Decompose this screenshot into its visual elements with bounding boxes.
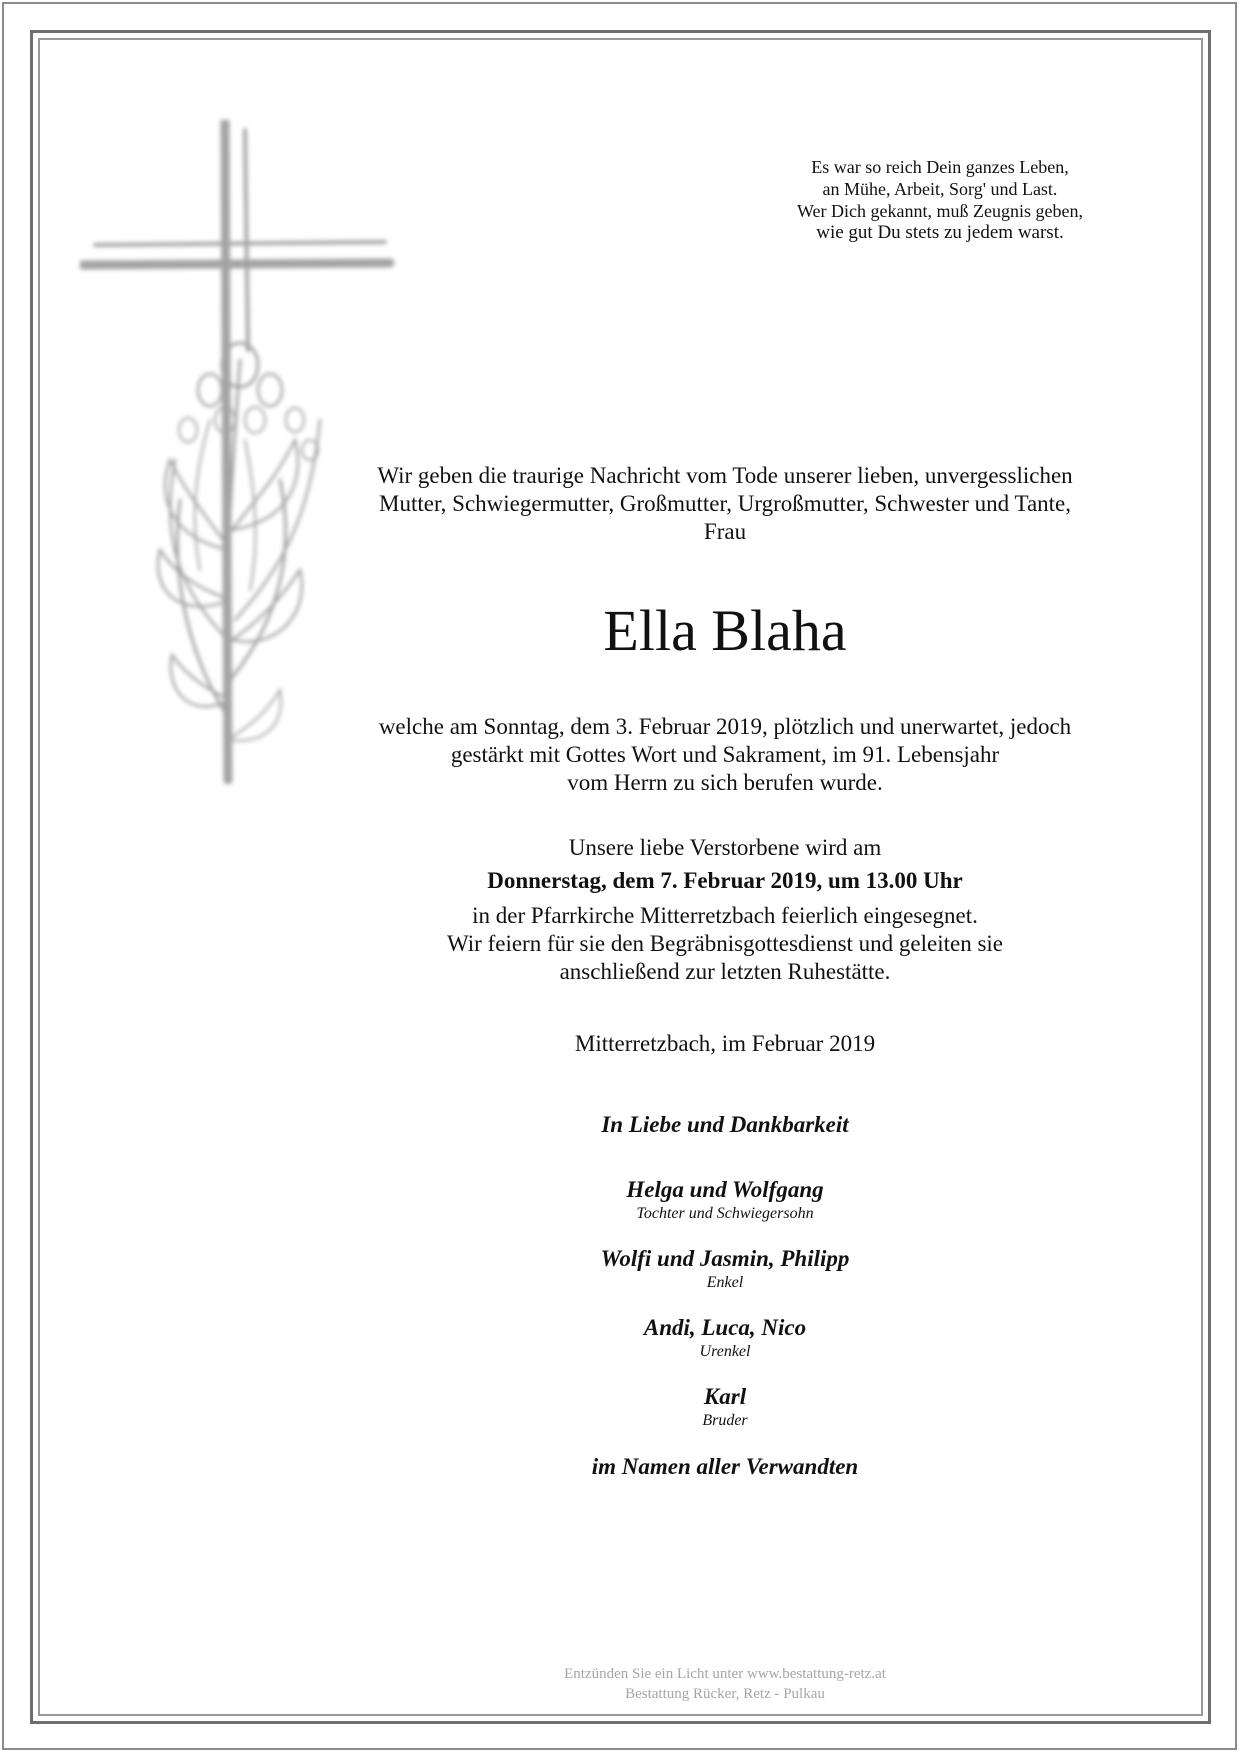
- footer-line: Entzünden Sie ein Licht unter www.bestattung-retz.at: [564, 1666, 886, 1682]
- on-behalf-phrase: im Namen aller Verwandten: [591, 1454, 859, 1479]
- poem: [740, 156, 1140, 244]
- mourner-relation: Tochter und Schwiegersohn: [636, 1205, 814, 1222]
- ceremony-detail-line: anschließend zur letzten Ruhestätte.: [559, 959, 891, 984]
- footer-line: Bestattung Rücker, Retz - Pulkau: [625, 1686, 825, 1702]
- ceremony-detail-line: in der Pfarrkirche Mitterretzbach feierlich eingesegnet.: [472, 903, 978, 928]
- mourner-entry: [330, 1245, 1120, 1314]
- ceremony-detail-line: Wir feiern für sie den Begräbnisgottesdienst und geleiten sie: [446, 931, 1004, 956]
- mourner-name: Wolfi und Jasmin, Philipp: [600, 1246, 850, 1271]
- intro-line: Frau: [703, 519, 747, 544]
- intro-line: Wir geben die traurige Nachricht vom Tode unserer lieben, unvergesslichen: [377, 463, 1073, 488]
- death-notice: [330, 713, 1120, 797]
- mourner-relation: Enkel: [706, 1274, 744, 1291]
- deceased-name: Ella Blaha: [603, 598, 847, 663]
- mourners-list: [330, 1176, 1120, 1452]
- place-date: Mitterretzbach, im Februar 2019: [574, 1031, 876, 1056]
- poem-line: wie gut Du stets zu jedem warst.: [816, 222, 1064, 243]
- ceremony-details: [330, 902, 1120, 986]
- mourner-relation: Bruder: [702, 1412, 748, 1429]
- poem-line: Wer Dich gekannt, muß Zeugnis geben,: [797, 201, 1083, 221]
- mourner-name: Andi, Luca, Nico: [643, 1315, 807, 1340]
- death-notice-line: gestärkt mit Gottes Wort und Sakrament, im 91. Lebensjahr: [450, 742, 1000, 767]
- mourner-relation: Urenkel: [699, 1343, 751, 1360]
- death-notice-line: vom Herrn zu sich berufen wurde.: [567, 770, 883, 795]
- mourner-name: Karl: [703, 1384, 747, 1409]
- closing-phrase: In Liebe und Dankbarkeit: [601, 1112, 849, 1137]
- footer: [330, 1664, 1120, 1704]
- ceremony-intro: Unsere liebe Verstorbene wird am: [568, 835, 882, 860]
- mourner-entry: [330, 1314, 1120, 1383]
- mourner-entry: [330, 1383, 1120, 1452]
- poem-line: Es war so reich Dein ganzes Leben,: [811, 157, 1069, 177]
- poem-line: an Mühe, Arbeit, Sorg' und Last.: [822, 179, 1058, 199]
- mourner-entry: [330, 1176, 1120, 1245]
- death-notice-line: welche am Sonntag, dem 3. Februar 2019, plötzlich und unerwartet, jedoch: [378, 714, 1072, 739]
- intro-line: Mutter, Schwiegermutter, Großmutter, Urgroßmutter, Schwester und Tante,: [379, 491, 1071, 516]
- mourner-name: Helga und Wolfgang: [626, 1177, 824, 1202]
- ceremony-date: Donnerstag, dem 7. Februar 2019, um 13.00 Uhr: [487, 868, 963, 893]
- announcement-intro: [330, 462, 1120, 546]
